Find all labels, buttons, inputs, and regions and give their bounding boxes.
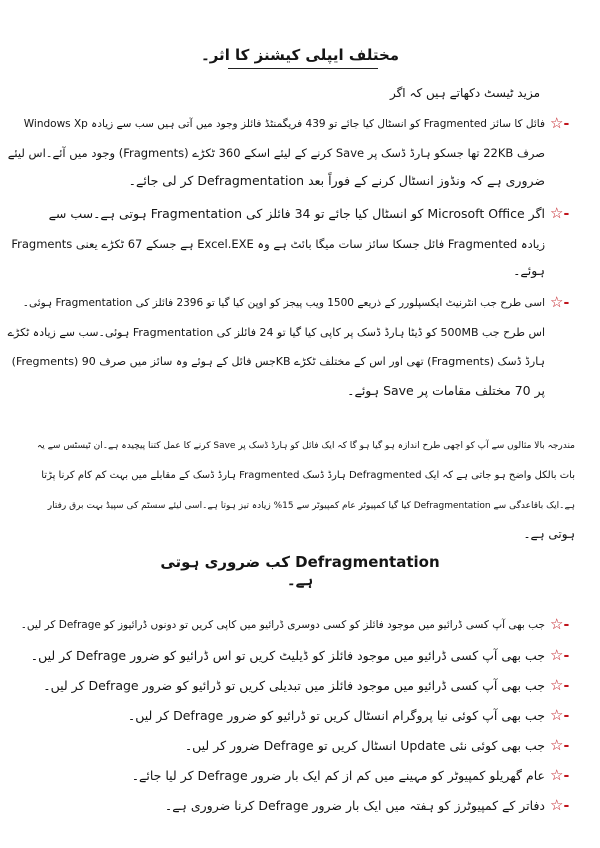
- paragraph-line-3: ہے۔ایک باقاعدگی سے Defragmentation کیا گیا کمپیوٹر عام کمپیوٹر سے 15% زیادہ تیز ہوتا ہے۔اسی لیئے سسٹم کی سپیڈ بہت برق رفتار: [47, 501, 575, 511]
- paragraph-line-1: مندرجہ بالا مثالوں سے آپ کو اچھی طرح اندازہ ہو گیا ہو گا کہ ایک فائل کو ہارڈ ڈسک پر Save کرنے کا عمل کتنا پیچیدہ ہے۔ان ٹیسٹس سے یہ: [37, 441, 575, 451]
- dash-icon: -: [563, 617, 570, 633]
- list-item-1-bullet: [550, 614, 580, 636]
- section-2-line-2: زیادہ Fragmented فائل جسکا سائز سات میگا بائٹ ہے وہ Excel.EXE ہے جسکے 67 ٹکڑے یعنی Fragments: [11, 237, 545, 251]
- list-item: جب بھی آپ کوئی نیا پروگرام انسٹال کریں تو ڈرائیو کو ضرور Defrage کر لیں۔: [127, 708, 545, 723]
- star-icon: ☆: [550, 204, 564, 222]
- section-2-line-3: ہوئے۔: [513, 263, 545, 278]
- star-icon: ☆: [550, 615, 564, 633]
- section-3-line-2: اس طرح جب 500MB کو ڈیٹا ہارڈ ڈسک پر کاپی کیا گیا تو 24 فائلز کی Fragmentation ہوئی۔سب سے زیادہ ٹکڑے: [7, 326, 545, 339]
- section-1-bullet: [550, 113, 580, 135]
- dash-icon: -: [563, 738, 570, 754]
- star-icon: ☆: [550, 706, 564, 724]
- star-icon: ☆: [550, 676, 564, 694]
- list-item: جب بھی کوئی نئی Update انسٹال کریں تو Defrage ضرور کر لیں۔: [184, 738, 545, 753]
- section-3-line-3: (Fregments) جس فائل کے ہوئے وہ سائز میں صرف 90KB تھی اور اس کے مختلف ٹکڑے (Fragments) ہارڈ ڈسک: [11, 355, 545, 368]
- list-item: دفاتر کے کمپیوٹرز کو ہفتہ میں ایک بار ضرور Defrage کرنا ضروری ہے۔: [164, 798, 545, 813]
- star-icon: ☆: [550, 796, 564, 814]
- list-item-3-bullet: [550, 675, 580, 697]
- section-3-bullet: [550, 292, 580, 314]
- dash-icon: -: [563, 116, 570, 132]
- list-item: عام گھریلو کمپیوٹر کو مہینے میں کم از کم ایک بار ضرور Defrage کر لیا جائے۔: [131, 768, 545, 783]
- section-1-line-1: Windows Xp کو انسٹال کیا جائے تو 439 فریگمنٹڈ فائلز وجود میں آتی ہیں سب سے زیادہ Fragmented فائل کا سائز: [23, 118, 545, 130]
- list-item: جب بھی آپ کسی ڈرائیو میں موجود فائلز میں تبدیلی کریں تو ڈرائیو کو ضرور Defrage کر لیں۔: [43, 678, 545, 693]
- list-item-6-bullet: [550, 765, 580, 787]
- star-icon: ☆: [550, 114, 564, 132]
- star-icon: ☆: [550, 646, 564, 664]
- title-underline: [228, 68, 378, 69]
- list-item-2-bullet: [550, 645, 580, 667]
- dash-icon: -: [563, 768, 570, 784]
- dash-icon: -: [563, 206, 570, 222]
- list-item-4-bullet: [550, 705, 580, 727]
- star-icon: ☆: [550, 766, 564, 784]
- dash-icon: -: [563, 678, 570, 694]
- section-1-line-3: ضروری ہے کہ ونڈوز انسٹال کرنے کے فوراً بعد Defragmentation کر لی جائے۔: [128, 173, 545, 188]
- section-3-line-1: اسی طرح جب انٹرنیٹ ایکسپلورر کے ذریعے 1500 ویب پیجز کو اوپن کیا گیا تو 2396 فائلز کی Fragmentation ہوئی۔: [22, 297, 545, 309]
- section-2-bullet: [550, 203, 580, 225]
- section-1-line-2: صرف 22KB تھا جسکو ہارڈ ڈسک پر Save کرنے کے لیئے اسکے 360 ٹکڑے (Fragments) وجود میں آئے۔اس لیئے: [7, 146, 545, 160]
- paragraph-line-2: بات بالکل واضح ہو جاتی ہے کہ ایک Defragmented ہارڈ ڈسک Fragmented ہارڈ ڈسک کے مقابلے میں بہت کم کام کرنا پڑتا: [41, 470, 575, 481]
- page-title: مختلف ایپلی کیشنز کا اثر۔: [200, 46, 400, 64]
- dash-icon: -: [563, 295, 570, 311]
- star-icon: ☆: [550, 293, 564, 311]
- star-icon: ☆: [550, 736, 564, 754]
- dash-icon: -: [563, 648, 570, 664]
- dash-icon: -: [563, 708, 570, 724]
- list-item-5-bullet: [550, 735, 580, 757]
- section-heading: Defragmentation کب ضروری ہوتی ہے۔: [160, 553, 440, 589]
- section-3-line-4: پر 70 مختلف مقامات پر Save ہوئے۔: [347, 383, 545, 398]
- dash-icon: -: [563, 798, 570, 814]
- list-item: جب بھی آپ کسی ڈرائیو میں موجود فائلز کو کسی دوسری ڈرائیو میں کاپی کریں تو دونوں ڈرائیوز کو Defrage کر لیں۔: [20, 619, 545, 631]
- intro-text: مزید ٹیسٹ دکھاتے ہیں کہ اگر: [389, 86, 540, 100]
- paragraph-line-4: ہوتی ہے۔: [523, 527, 575, 541]
- list-item: جب بھی آپ کسی ڈرائیو میں موجود فائلز کو ڈیلیٹ کریں تو اس ڈرائیو کو ضرور Defrage کر لیں۔: [30, 648, 545, 663]
- list-item-7-bullet: [550, 795, 580, 817]
- section-2-line-1: اگر Microsoft Office کو انسٹال کیا جائے تو 34 فائلز کی Fragmentation ہوتی ہے۔سب سے: [48, 206, 545, 221]
